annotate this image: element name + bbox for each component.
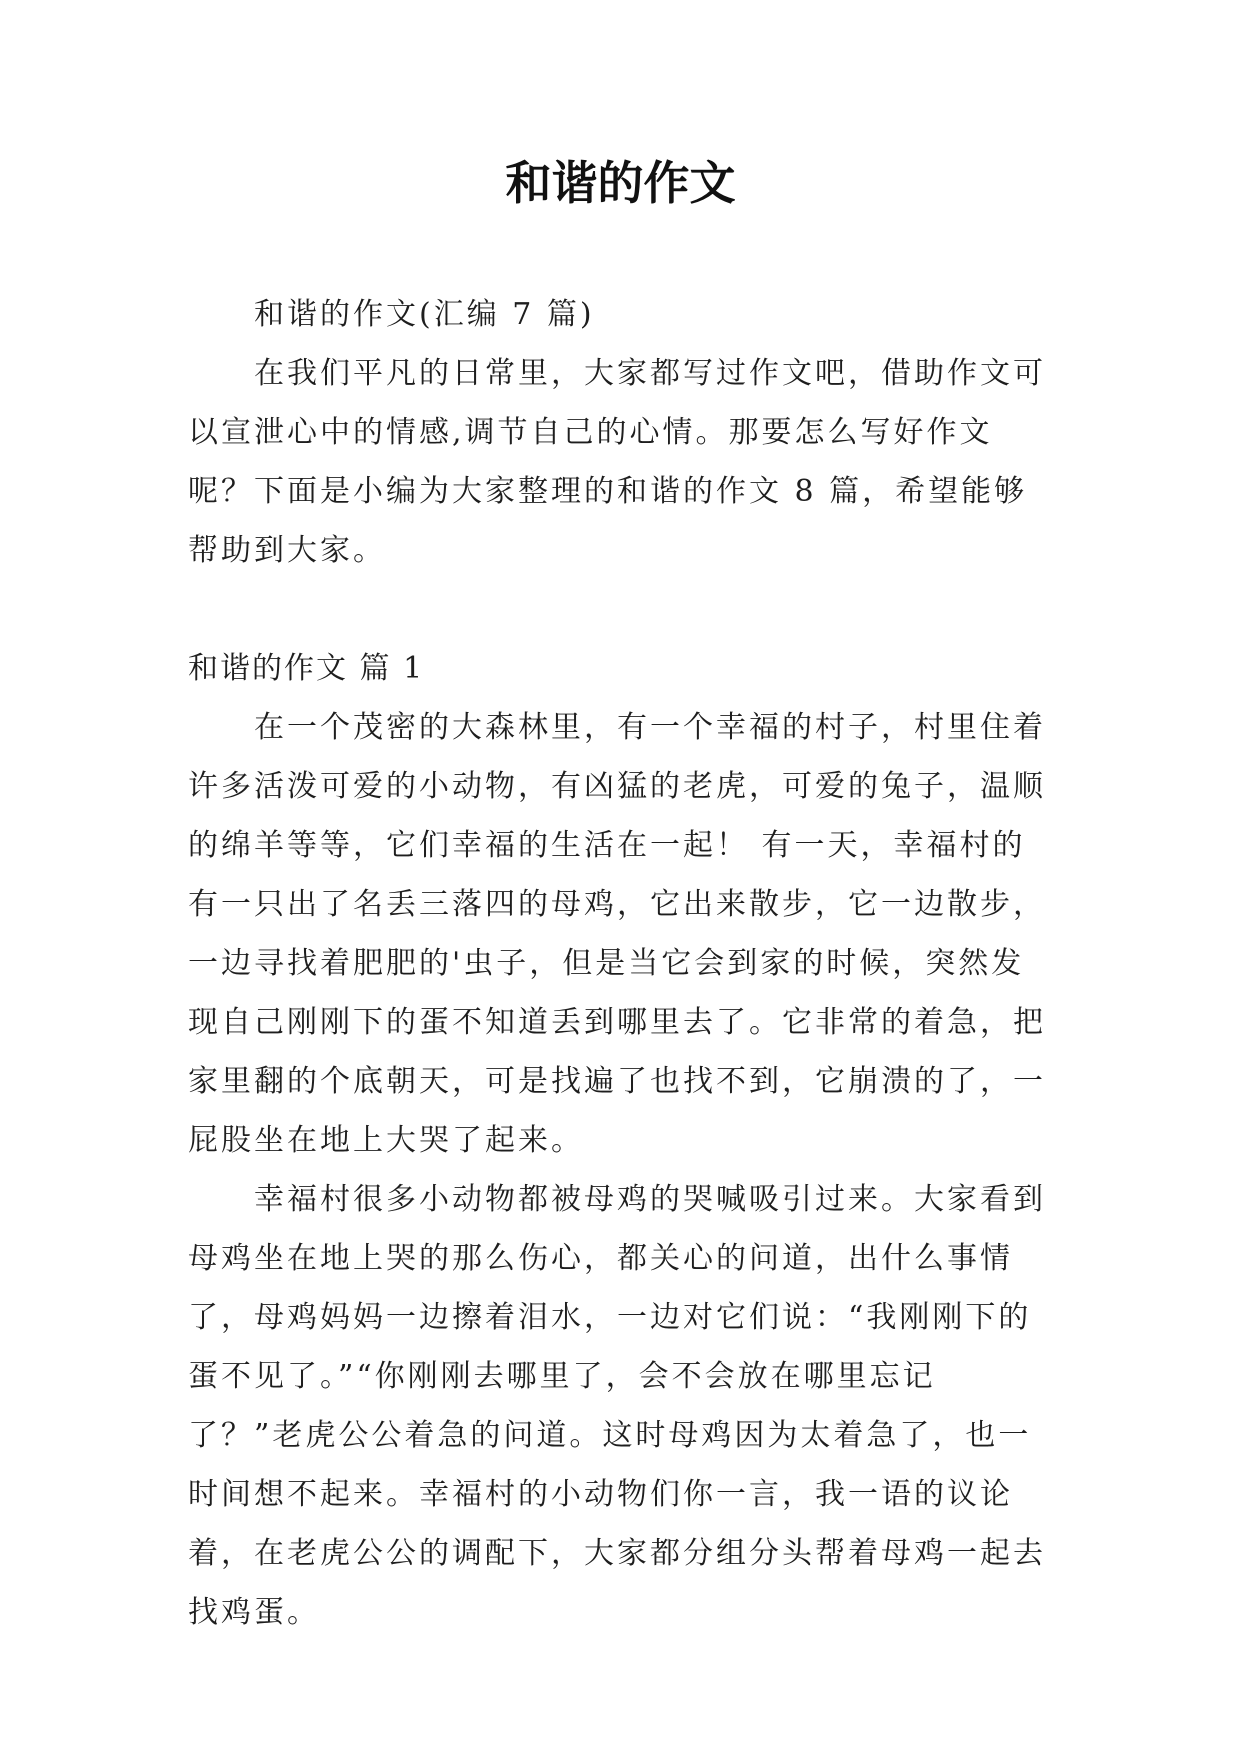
body-paragraph-2: 幸福村很多小动物都被母鸡的哭喊吸引过来。大家看到母鸡坐在地上哭的那么伤心，都关心的问道，出什么事情了，母鸡妈妈一边擦着泪水，一边对它们说：“我刚刚下的蛋不见了。”“你刚刚去哪里了，会不会放在哪里忘记了？”老虎公公着急的问道。这时母鸡因为太着急了，也一时间想不起来。幸福村的小动物们你一言，我一语的议论着，在老虎公公的调配下，大家都分组分头帮着母鸡一起去找鸡蛋。: [188, 1182, 1046, 1630]
document-subtitle: 和谐的作文(汇编 7 篇): [254, 297, 595, 332]
body-paragraph-1: 在一个茂密的大森林里，有一个幸福的村子，村里住着许多活泼可爱的小动物，有凶猛的老虎，可爱的兔子，温顺的绵羊等等，它们幸福的生活在一起！ 有一天，幸福村的有一只出了名丢三落四的母鸡，它出来散步，它一边散步，一边寻找着肥肥的'虫子，但是当它会到家的时候，突然发现自己刚刚下的蛋不知道丢到哪里去了。它非常的着急，把家里翻的个底朝天，可是找遍了也找不到，它崩溃的了，一屁股坐在地上大哭了起来。: [188, 710, 1046, 1158]
document-title: 和谐的作文: [505, 156, 736, 210]
section-heading: 和谐的作文 篇 1: [188, 651, 425, 686]
document-body: [188, 285, 1048, 1642]
intro-paragraph: 在我们平凡的日常里，大家都写过作文吧，借助作文可以宣泄心中的情感,调节自己的心情。那要怎么写好作文呢？下面是小编为大家整理的和谐的作文 8 篇，希望能够帮助到大家。: [188, 356, 1046, 568]
